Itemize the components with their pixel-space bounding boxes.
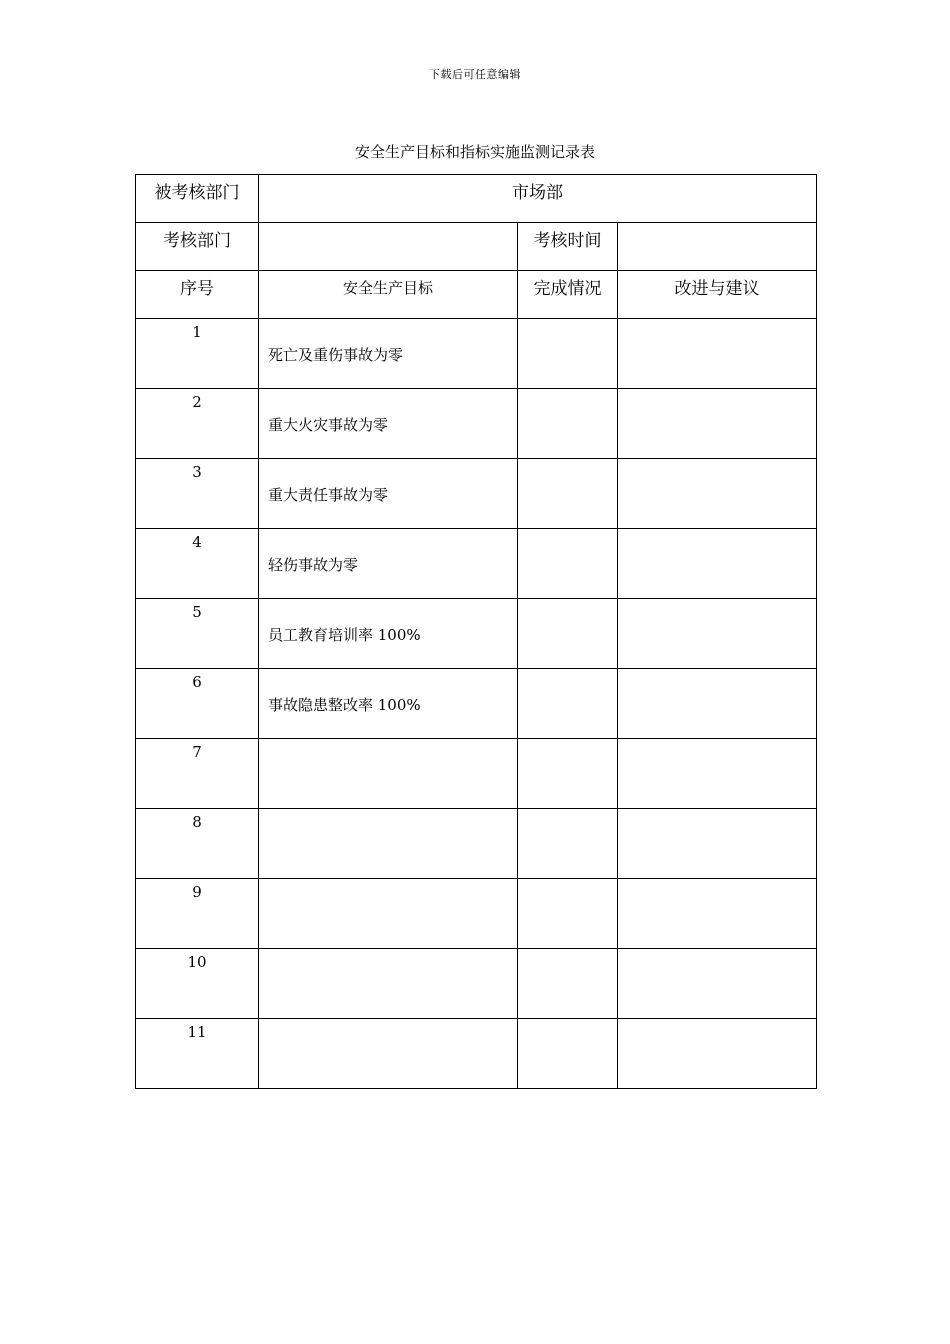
- row-goal[interactable]: 重大火灾事故为零: [259, 389, 518, 459]
- row-advice[interactable]: [618, 459, 817, 529]
- assessed-dept-row: [136, 175, 817, 223]
- table-row: [136, 529, 817, 599]
- row-number: 4: [136, 529, 259, 599]
- column-header-no: 序号: [136, 271, 259, 319]
- table-row: [136, 599, 817, 669]
- header-note: 下载后可任意编辑: [429, 68, 521, 81]
- row-goal[interactable]: 轻伤事故为零: [259, 529, 518, 599]
- row-advice[interactable]: [618, 599, 817, 669]
- row-status[interactable]: [518, 1019, 618, 1089]
- monitoring-record-table: [135, 174, 817, 1089]
- row-status[interactable]: [518, 739, 618, 809]
- table-row: [136, 669, 817, 739]
- document-title: 安全生产目标和指标实施监测记录表: [354, 143, 595, 161]
- table-row: [136, 809, 817, 879]
- row-goal[interactable]: [259, 1019, 518, 1089]
- row-status[interactable]: [518, 599, 618, 669]
- row-number: 3: [136, 459, 259, 529]
- row-advice[interactable]: [618, 319, 817, 389]
- column-header-row: [136, 271, 817, 319]
- row-status[interactable]: [518, 949, 618, 1019]
- row-number: 11: [136, 1019, 259, 1089]
- row-status[interactable]: [518, 459, 618, 529]
- row-number: 6: [136, 669, 259, 739]
- assess-time-label: 考核时间: [518, 223, 618, 271]
- row-goal[interactable]: 死亡及重伤事故为零: [259, 319, 518, 389]
- row-number: 7: [136, 739, 259, 809]
- row-status[interactable]: [518, 389, 618, 459]
- row-goal[interactable]: 员工教育培训率 100%: [259, 599, 518, 669]
- row-goal[interactable]: [259, 949, 518, 1019]
- row-goal[interactable]: 事故隐患整改率 100%: [259, 669, 518, 739]
- row-number: 1: [136, 319, 259, 389]
- row-advice[interactable]: [618, 879, 817, 949]
- row-advice[interactable]: [618, 809, 817, 879]
- column-header-advice: 改进与建议: [618, 271, 817, 319]
- table-row: [136, 949, 817, 1019]
- row-status[interactable]: [518, 669, 618, 739]
- row-goal[interactable]: [259, 739, 518, 809]
- table-row: [136, 739, 817, 809]
- table-row: [136, 459, 817, 529]
- table-row: [136, 319, 817, 389]
- row-advice[interactable]: [618, 529, 817, 599]
- row-advice[interactable]: [618, 389, 817, 459]
- row-goal[interactable]: 重大责任事故为零: [259, 459, 518, 529]
- assess-time-value[interactable]: [618, 223, 817, 271]
- row-number: 2: [136, 389, 259, 459]
- row-goal[interactable]: [259, 879, 518, 949]
- column-header-goal: 安全生产目标: [259, 271, 518, 319]
- row-number: 5: [136, 599, 259, 669]
- assessing-dept-value[interactable]: [259, 223, 518, 271]
- table-row: [136, 1019, 817, 1089]
- table-row: [136, 879, 817, 949]
- row-number: 10: [136, 949, 259, 1019]
- row-number: 9: [136, 879, 259, 949]
- assessing-dept-row: [136, 223, 817, 271]
- row-goal[interactable]: [259, 809, 518, 879]
- row-advice[interactable]: [618, 739, 817, 809]
- assessed-dept-value[interactable]: 市场部: [259, 175, 817, 223]
- row-status[interactable]: [518, 879, 618, 949]
- row-advice[interactable]: [618, 1019, 817, 1089]
- row-status[interactable]: [518, 319, 618, 389]
- row-status[interactable]: [518, 529, 618, 599]
- row-status[interactable]: [518, 809, 618, 879]
- table-row: [136, 389, 817, 459]
- row-advice[interactable]: [618, 949, 817, 1019]
- column-header-status: 完成情况: [518, 271, 618, 319]
- assessing-dept-label: 考核部门: [136, 223, 259, 271]
- assessed-dept-label: 被考核部门: [136, 175, 259, 223]
- row-advice[interactable]: [618, 669, 817, 739]
- row-number: 8: [136, 809, 259, 879]
